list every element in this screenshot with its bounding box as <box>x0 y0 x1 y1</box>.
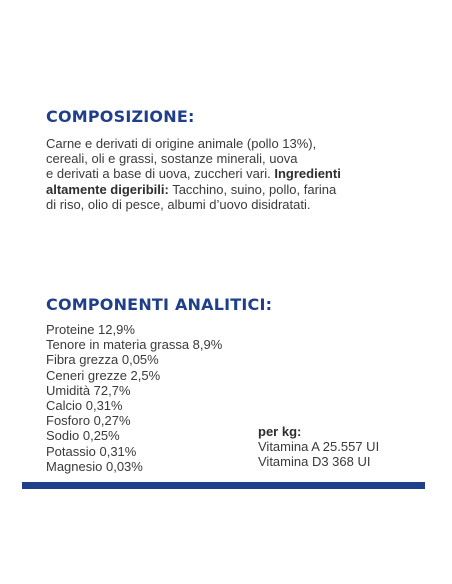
per-kg-item: Vitamina A 25.557 UI <box>258 439 380 455</box>
analytics-item: Fosforo 0,27% <box>46 413 131 429</box>
composition-heading: COMPOSIZIONE: <box>46 107 195 126</box>
analytics-item: Potassio 0,31% <box>46 443 137 459</box>
analytics-item: Calcio 0,31% <box>46 398 123 414</box>
analytics-list <box>46 322 222 474</box>
composition-line: Carne e derivati di origine animale (pollo 13%), <box>46 136 317 151</box>
composition-line <box>46 166 418 181</box>
analytics-item: Ceneri grezze 2,5% <box>46 367 161 383</box>
per-kg-item: Vitamina D3 368 UI <box>258 454 371 470</box>
analytics-item: Sodio 0,25% <box>46 428 120 444</box>
per-kg-block <box>258 424 379 470</box>
composition-line <box>46 182 418 197</box>
composition-bold-text: altamente digeribili: <box>46 181 169 197</box>
per-kg-title: per kg: <box>258 424 302 439</box>
analytics-item: Magnesio 0,03% <box>46 458 143 474</box>
analytics-item: Tenore in materia grassa 8,9% <box>46 337 223 353</box>
analytics-heading: COMPONENTI ANALITICI: <box>46 295 273 314</box>
composition-text <box>46 136 418 212</box>
composition-bold-text: Ingredienti <box>274 166 341 182</box>
analytics-item: Proteine 12,9% <box>46 322 135 337</box>
composition-line-text: Tacchino, suino, pollo, farina <box>172 181 337 197</box>
analytics-item: Umidità 72,7% <box>46 382 131 398</box>
composition-line: di riso, olio di pesce, albumi d’uovo disidratati. <box>46 196 311 212</box>
composition-line: cereali, oli e grassi, sostanze minerali, uova <box>46 151 298 167</box>
composition-line-text: e derivati a base di uova, zuccheri vari. <box>46 166 271 182</box>
bottom-divider-bar <box>22 482 425 489</box>
analytics-item: Fibra grezza 0,05% <box>46 352 159 368</box>
